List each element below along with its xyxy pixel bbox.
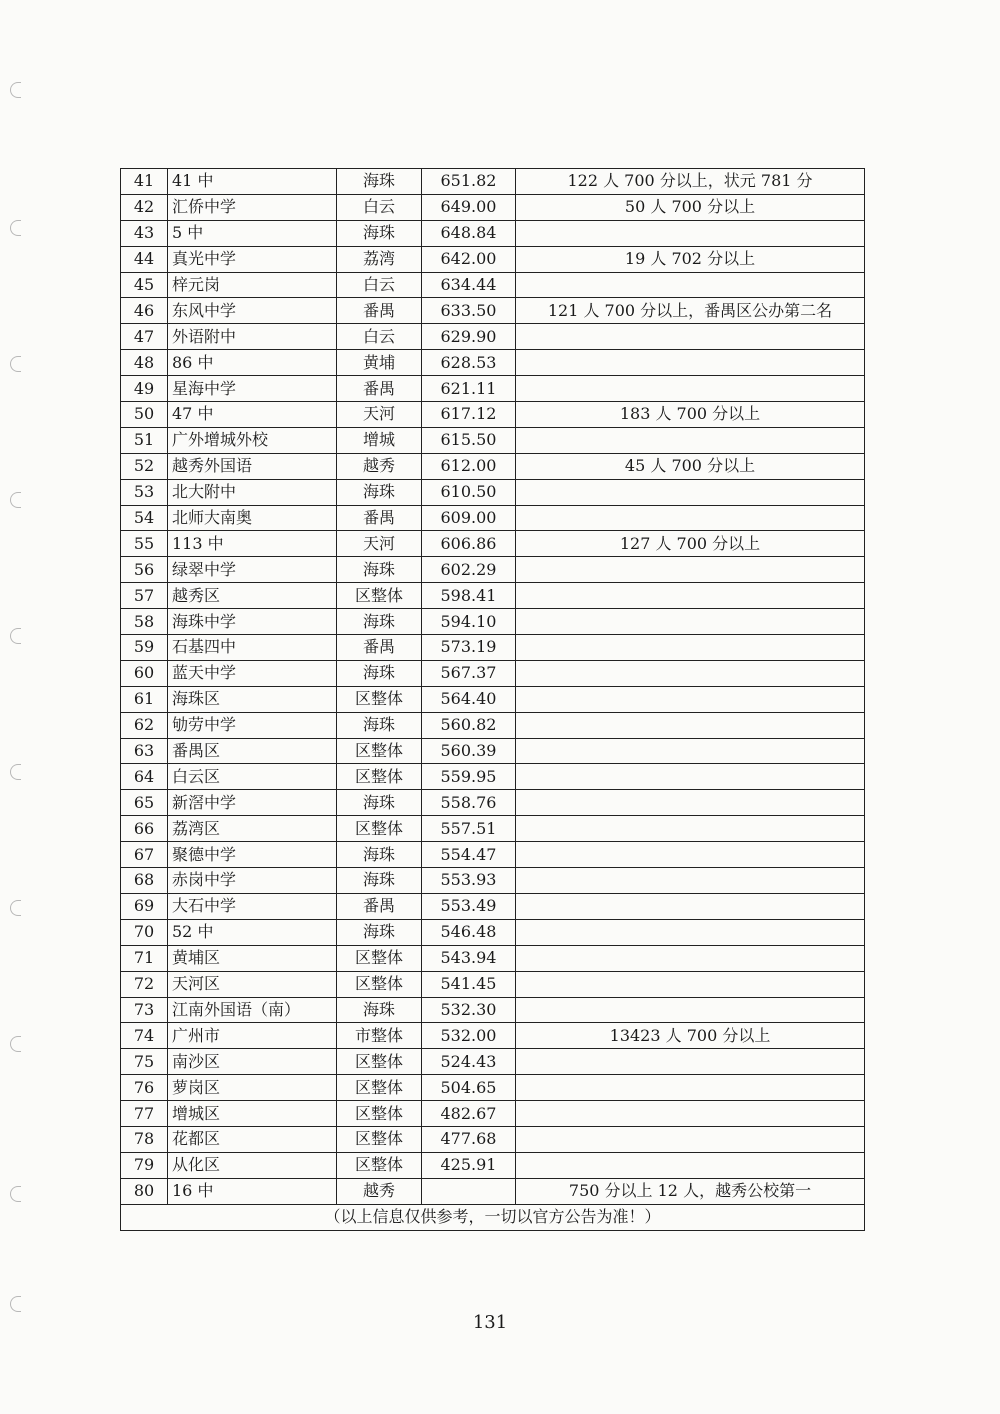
school-name-cell: 北师大南奥 bbox=[168, 505, 337, 531]
average-score-cell: 524.43 bbox=[422, 1049, 516, 1075]
average-score-cell: 560.39 bbox=[422, 738, 516, 764]
row-number-cell: 64 bbox=[121, 764, 168, 790]
school-name-cell: 增城区 bbox=[168, 1101, 337, 1127]
table-row bbox=[121, 531, 865, 557]
binder-hole-decoration bbox=[10, 1036, 21, 1052]
row-number-cell: 41 bbox=[121, 169, 168, 195]
school-name-cell: 越秀区 bbox=[168, 583, 337, 609]
remark-cell bbox=[516, 583, 865, 609]
row-number-cell: 54 bbox=[121, 505, 168, 531]
table-row bbox=[121, 919, 865, 945]
school-name-cell: 星海中学 bbox=[168, 376, 337, 402]
school-name-cell: 劬劳中学 bbox=[168, 712, 337, 738]
remark-cell bbox=[516, 1075, 865, 1101]
remark-cell bbox=[516, 660, 865, 686]
row-number-cell: 51 bbox=[121, 427, 168, 453]
average-score-cell: 649.00 bbox=[422, 194, 516, 220]
row-number-cell: 79 bbox=[121, 1152, 168, 1178]
remark-cell: 13423 人 700 分以上 bbox=[516, 1023, 865, 1049]
table-row bbox=[121, 324, 865, 350]
school-name-cell: 外语附中 bbox=[168, 324, 337, 350]
average-score-cell: 648.84 bbox=[422, 220, 516, 246]
table-row bbox=[121, 868, 865, 894]
table-row bbox=[121, 453, 865, 479]
binder-hole-decoration bbox=[10, 82, 21, 98]
row-number-cell: 55 bbox=[121, 531, 168, 557]
remark-cell: 750 分以上 12 人，越秀公校第一 bbox=[516, 1178, 865, 1204]
remark-cell bbox=[516, 997, 865, 1023]
binder-hole-decoration bbox=[10, 764, 21, 780]
school-name-cell: 荔湾区 bbox=[168, 816, 337, 842]
table-row bbox=[121, 220, 865, 246]
remark-cell bbox=[516, 945, 865, 971]
row-number-cell: 66 bbox=[121, 816, 168, 842]
table-body bbox=[121, 169, 865, 1205]
remark-cell bbox=[516, 1152, 865, 1178]
table-row bbox=[121, 479, 865, 505]
district-cell: 海珠 bbox=[337, 557, 422, 583]
remark-cell bbox=[516, 738, 865, 764]
row-number-cell: 53 bbox=[121, 479, 168, 505]
table-row bbox=[121, 1075, 865, 1101]
average-score-cell: 482.67 bbox=[422, 1101, 516, 1127]
average-score-cell: 573.19 bbox=[422, 635, 516, 661]
table-row bbox=[121, 505, 865, 531]
table-row bbox=[121, 402, 865, 428]
table-row bbox=[121, 1152, 865, 1178]
row-number-cell: 70 bbox=[121, 919, 168, 945]
district-cell: 海珠 bbox=[337, 790, 422, 816]
remark-cell bbox=[516, 1126, 865, 1152]
disclaimer-row bbox=[121, 1204, 865, 1230]
row-number-cell: 77 bbox=[121, 1101, 168, 1127]
district-cell: 天河 bbox=[337, 402, 422, 428]
remark-cell bbox=[516, 609, 865, 635]
table-row bbox=[121, 1049, 865, 1075]
school-name-cell: 萝岗区 bbox=[168, 1075, 337, 1101]
school-name-cell: 白云区 bbox=[168, 764, 337, 790]
school-name-cell: 赤岗中学 bbox=[168, 868, 337, 894]
row-number-cell: 45 bbox=[121, 272, 168, 298]
average-score-cell: 541.45 bbox=[422, 971, 516, 997]
row-number-cell: 43 bbox=[121, 220, 168, 246]
district-cell: 区整体 bbox=[337, 945, 422, 971]
table-row bbox=[121, 609, 865, 635]
binder-hole-decoration bbox=[10, 492, 21, 508]
district-cell: 越秀 bbox=[337, 453, 422, 479]
district-cell: 市整体 bbox=[337, 1023, 422, 1049]
remark-cell: 19 人 702 分以上 bbox=[516, 246, 865, 272]
row-number-cell: 46 bbox=[121, 298, 168, 324]
average-score-cell: 609.00 bbox=[422, 505, 516, 531]
remark-cell: 122 人 700 分以上，状元 781 分 bbox=[516, 169, 865, 195]
average-score-cell: 628.53 bbox=[422, 350, 516, 376]
average-score-cell: 477.68 bbox=[422, 1126, 516, 1152]
table-row bbox=[121, 997, 865, 1023]
school-name-cell: 黄埔区 bbox=[168, 945, 337, 971]
row-number-cell: 75 bbox=[121, 1049, 168, 1075]
remark-cell bbox=[516, 324, 865, 350]
remark-cell bbox=[516, 220, 865, 246]
average-score-cell: 546.48 bbox=[422, 919, 516, 945]
school-name-cell: 大石中学 bbox=[168, 893, 337, 919]
school-name-cell: 聚德中学 bbox=[168, 842, 337, 868]
district-cell: 番禺 bbox=[337, 893, 422, 919]
row-number-cell: 47 bbox=[121, 324, 168, 350]
school-name-cell: 东风中学 bbox=[168, 298, 337, 324]
row-number-cell: 48 bbox=[121, 350, 168, 376]
district-cell: 番禺 bbox=[337, 376, 422, 402]
table-row bbox=[121, 893, 865, 919]
average-score-cell: 567.37 bbox=[422, 660, 516, 686]
average-score-cell: 553.93 bbox=[422, 868, 516, 894]
average-score-cell: 598.41 bbox=[422, 583, 516, 609]
row-number-cell: 42 bbox=[121, 194, 168, 220]
table-row bbox=[121, 298, 865, 324]
remark-cell bbox=[516, 505, 865, 531]
district-cell: 海珠 bbox=[337, 868, 422, 894]
remark-cell bbox=[516, 1049, 865, 1075]
school-name-cell: 北大附中 bbox=[168, 479, 337, 505]
average-score-cell: 532.00 bbox=[422, 1023, 516, 1049]
binder-hole-decoration bbox=[10, 1186, 21, 1202]
school-name-cell: 南沙区 bbox=[168, 1049, 337, 1075]
average-score-cell: 543.94 bbox=[422, 945, 516, 971]
district-cell: 海珠 bbox=[337, 997, 422, 1023]
table-row bbox=[121, 169, 865, 195]
district-cell: 海珠 bbox=[337, 842, 422, 868]
district-cell: 区整体 bbox=[337, 1126, 422, 1152]
district-cell: 海珠 bbox=[337, 660, 422, 686]
binder-hole-decoration bbox=[10, 1296, 21, 1312]
table-row bbox=[121, 738, 865, 764]
district-cell: 区整体 bbox=[337, 816, 422, 842]
average-score-cell bbox=[422, 1178, 516, 1204]
row-number-cell: 67 bbox=[121, 842, 168, 868]
row-number-cell: 80 bbox=[121, 1178, 168, 1204]
table-row bbox=[121, 660, 865, 686]
table-row bbox=[121, 376, 865, 402]
district-cell: 荔湾 bbox=[337, 246, 422, 272]
school-name-cell: 113 中 bbox=[168, 531, 337, 557]
remark-cell: 50 人 700 分以上 bbox=[516, 194, 865, 220]
average-score-cell: 594.10 bbox=[422, 609, 516, 635]
row-number-cell: 62 bbox=[121, 712, 168, 738]
school-name-cell: 16 中 bbox=[168, 1178, 337, 1204]
district-cell: 海珠 bbox=[337, 169, 422, 195]
average-score-cell: 504.65 bbox=[422, 1075, 516, 1101]
school-name-cell: 花都区 bbox=[168, 1126, 337, 1152]
table-row bbox=[121, 971, 865, 997]
remark-cell bbox=[516, 1101, 865, 1127]
district-cell: 海珠 bbox=[337, 919, 422, 945]
remark-cell bbox=[516, 764, 865, 790]
row-number-cell: 59 bbox=[121, 635, 168, 661]
average-score-cell: 425.91 bbox=[422, 1152, 516, 1178]
row-number-cell: 60 bbox=[121, 660, 168, 686]
remark-cell bbox=[516, 816, 865, 842]
district-cell: 海珠 bbox=[337, 220, 422, 246]
district-cell: 区整体 bbox=[337, 686, 422, 712]
average-score-cell: 559.95 bbox=[422, 764, 516, 790]
binder-hole-decoration bbox=[10, 220, 21, 236]
average-score-cell: 532.30 bbox=[422, 997, 516, 1023]
binder-hole-decoration bbox=[10, 356, 21, 372]
row-number-cell: 78 bbox=[121, 1126, 168, 1152]
school-name-cell: 番禺区 bbox=[168, 738, 337, 764]
school-name-cell: 梓元岗 bbox=[168, 272, 337, 298]
district-cell: 天河 bbox=[337, 531, 422, 557]
school-name-cell: 52 中 bbox=[168, 919, 337, 945]
table-row bbox=[121, 945, 865, 971]
table-row bbox=[121, 790, 865, 816]
school-name-cell: 47 中 bbox=[168, 402, 337, 428]
school-name-cell: 绿翠中学 bbox=[168, 557, 337, 583]
remark-cell bbox=[516, 893, 865, 919]
average-score-cell: 615.50 bbox=[422, 427, 516, 453]
remark-cell: 127 人 700 分以上 bbox=[516, 531, 865, 557]
average-score-cell: 634.44 bbox=[422, 272, 516, 298]
table-row bbox=[121, 1126, 865, 1152]
school-name-cell: 41 中 bbox=[168, 169, 337, 195]
district-cell: 区整体 bbox=[337, 1049, 422, 1075]
table-row bbox=[121, 635, 865, 661]
row-number-cell: 57 bbox=[121, 583, 168, 609]
school-name-cell: 天河区 bbox=[168, 971, 337, 997]
district-cell: 白云 bbox=[337, 194, 422, 220]
row-number-cell: 50 bbox=[121, 402, 168, 428]
remark-cell bbox=[516, 272, 865, 298]
school-name-cell: 汇侨中学 bbox=[168, 194, 337, 220]
row-number-cell: 63 bbox=[121, 738, 168, 764]
remark-cell bbox=[516, 479, 865, 505]
average-score-cell: 612.00 bbox=[422, 453, 516, 479]
average-score-cell: 617.12 bbox=[422, 402, 516, 428]
table-row bbox=[121, 764, 865, 790]
school-name-cell: 海珠中学 bbox=[168, 609, 337, 635]
district-cell: 区整体 bbox=[337, 1101, 422, 1127]
remark-cell bbox=[516, 790, 865, 816]
average-score-cell: 553.49 bbox=[422, 893, 516, 919]
average-score-cell: 606.86 bbox=[422, 531, 516, 557]
row-number-cell: 65 bbox=[121, 790, 168, 816]
district-cell: 区整体 bbox=[337, 764, 422, 790]
average-score-cell: 651.82 bbox=[422, 169, 516, 195]
district-cell: 海珠 bbox=[337, 712, 422, 738]
district-cell: 区整体 bbox=[337, 583, 422, 609]
table-row bbox=[121, 350, 865, 376]
district-cell: 海珠 bbox=[337, 479, 422, 505]
district-cell: 海珠 bbox=[337, 609, 422, 635]
disclaimer-note: （以上信息仅供参考，一切以官方公告为准！） bbox=[121, 1204, 865, 1230]
school-name-cell: 海珠区 bbox=[168, 686, 337, 712]
district-cell: 白云 bbox=[337, 324, 422, 350]
row-number-cell: 68 bbox=[121, 868, 168, 894]
table-row bbox=[121, 842, 865, 868]
average-score-cell: 564.40 bbox=[422, 686, 516, 712]
average-score-cell: 621.11 bbox=[422, 376, 516, 402]
average-score-cell: 558.76 bbox=[422, 790, 516, 816]
table-row bbox=[121, 686, 865, 712]
school-name-cell: 广州市 bbox=[168, 1023, 337, 1049]
school-name-cell: 新滘中学 bbox=[168, 790, 337, 816]
table-row bbox=[121, 1101, 865, 1127]
row-number-cell: 58 bbox=[121, 609, 168, 635]
school-name-cell: 广外增城外校 bbox=[168, 427, 337, 453]
row-number-cell: 72 bbox=[121, 971, 168, 997]
school-name-cell: 蓝天中学 bbox=[168, 660, 337, 686]
remark-cell bbox=[516, 919, 865, 945]
remark-cell bbox=[516, 842, 865, 868]
row-number-cell: 71 bbox=[121, 945, 168, 971]
remark-cell bbox=[516, 686, 865, 712]
row-number-cell: 61 bbox=[121, 686, 168, 712]
binder-hole-decoration bbox=[10, 900, 21, 916]
average-score-cell: 633.50 bbox=[422, 298, 516, 324]
school-score-table bbox=[120, 168, 865, 1231]
table-row bbox=[121, 246, 865, 272]
average-score-cell: 602.29 bbox=[422, 557, 516, 583]
remark-cell bbox=[516, 971, 865, 997]
remark-cell: 183 人 700 分以上 bbox=[516, 402, 865, 428]
school-name-cell: 江南外国语（南） bbox=[168, 997, 337, 1023]
district-cell: 番禺 bbox=[337, 505, 422, 531]
district-cell: 区整体 bbox=[337, 1075, 422, 1101]
table-row bbox=[121, 557, 865, 583]
row-number-cell: 74 bbox=[121, 1023, 168, 1049]
district-cell: 区整体 bbox=[337, 1152, 422, 1178]
district-cell: 番禺 bbox=[337, 298, 422, 324]
table-row bbox=[121, 1178, 865, 1204]
remark-cell bbox=[516, 712, 865, 738]
school-name-cell: 5 中 bbox=[168, 220, 337, 246]
remark-cell bbox=[516, 350, 865, 376]
school-name-cell: 越秀外国语 bbox=[168, 453, 337, 479]
row-number-cell: 44 bbox=[121, 246, 168, 272]
district-cell: 区整体 bbox=[337, 738, 422, 764]
district-cell: 增城 bbox=[337, 427, 422, 453]
row-number-cell: 76 bbox=[121, 1075, 168, 1101]
page-number: 131 bbox=[472, 1312, 508, 1333]
remark-cell bbox=[516, 427, 865, 453]
average-score-cell: 610.50 bbox=[422, 479, 516, 505]
table-row bbox=[121, 427, 865, 453]
remark-cell: 45 人 700 分以上 bbox=[516, 453, 865, 479]
binder-hole-decoration bbox=[10, 628, 21, 644]
table-row bbox=[121, 194, 865, 220]
average-score-cell: 629.90 bbox=[422, 324, 516, 350]
table-row bbox=[121, 1023, 865, 1049]
row-number-cell: 49 bbox=[121, 376, 168, 402]
district-cell: 区整体 bbox=[337, 971, 422, 997]
remark-cell: 121 人 700 分以上，番禺区公办第二名 bbox=[516, 298, 865, 324]
remark-cell bbox=[516, 376, 865, 402]
row-number-cell: 69 bbox=[121, 893, 168, 919]
table-row bbox=[121, 816, 865, 842]
school-name-cell: 真光中学 bbox=[168, 246, 337, 272]
table-row bbox=[121, 583, 865, 609]
remark-cell bbox=[516, 635, 865, 661]
district-cell: 越秀 bbox=[337, 1178, 422, 1204]
district-cell: 番禺 bbox=[337, 635, 422, 661]
table-row bbox=[121, 712, 865, 738]
row-number-cell: 73 bbox=[121, 997, 168, 1023]
school-name-cell: 86 中 bbox=[168, 350, 337, 376]
average-score-cell: 557.51 bbox=[422, 816, 516, 842]
remark-cell bbox=[516, 557, 865, 583]
district-cell: 黄埔 bbox=[337, 350, 422, 376]
school-name-cell: 从化区 bbox=[168, 1152, 337, 1178]
average-score-cell: 642.00 bbox=[422, 246, 516, 272]
average-score-cell: 560.82 bbox=[422, 712, 516, 738]
table-row bbox=[121, 272, 865, 298]
row-number-cell: 56 bbox=[121, 557, 168, 583]
row-number-cell: 52 bbox=[121, 453, 168, 479]
average-score-cell: 554.47 bbox=[422, 842, 516, 868]
school-name-cell: 石基四中 bbox=[168, 635, 337, 661]
district-cell: 白云 bbox=[337, 272, 422, 298]
remark-cell bbox=[516, 868, 865, 894]
